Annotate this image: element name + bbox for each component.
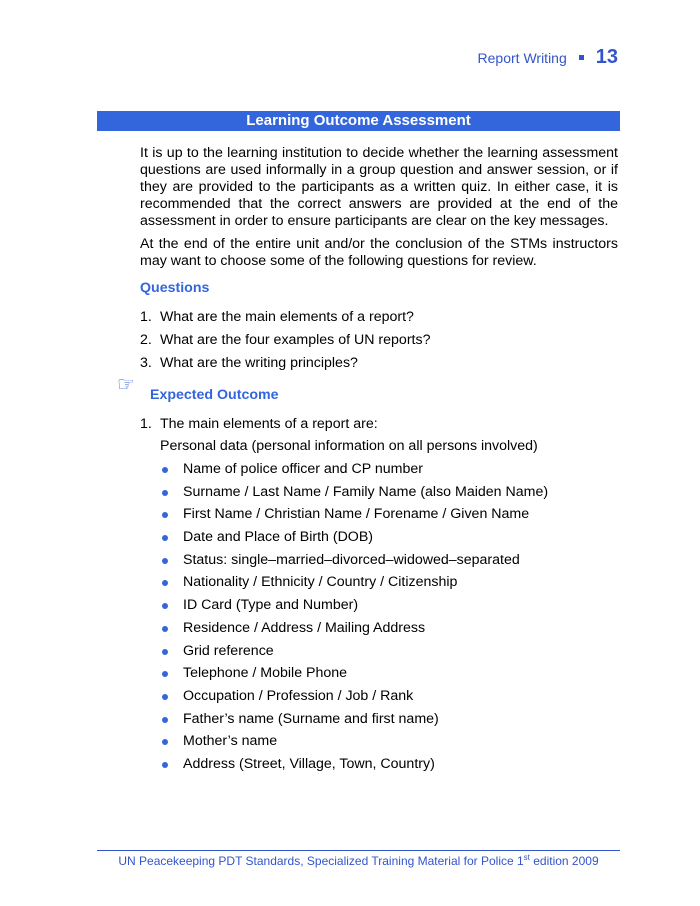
- footer-divider: [97, 850, 620, 851]
- question-number: 3.: [140, 355, 152, 371]
- question-number: 2.: [140, 332, 152, 348]
- list-item-text: First Name / Christian Name / Forename / Given Name: [183, 506, 530, 523]
- answer-number: 1.: [140, 416, 152, 432]
- list-item: [140, 529, 618, 552]
- list-item: [140, 484, 618, 507]
- bullet-icon: [162, 717, 168, 723]
- bullet-icon: [162, 671, 168, 677]
- list-item: [140, 688, 618, 711]
- answer-item: [140, 416, 618, 438]
- list-item-text: ID Card (Type and Number): [183, 597, 359, 614]
- list-item: [140, 574, 618, 597]
- list-item-text: Father’s name (Surname and first name): [183, 710, 439, 727]
- question-text: What are the writing principles?: [160, 355, 358, 371]
- header-section-title: Report Writing: [477, 50, 567, 66]
- bullet-icon: [162, 512, 168, 518]
- list-item: [140, 506, 618, 529]
- list-item-text: Status: single–married–divorced–widowed–separated: [183, 551, 520, 568]
- bullet-icon: [162, 603, 168, 609]
- list-item: [140, 711, 618, 734]
- footer-text-end: edition 2009: [529, 854, 599, 868]
- expected-outcome-heading: [117, 374, 618, 406]
- bullet-icon: [162, 762, 168, 768]
- bullet-icon: [162, 558, 168, 564]
- running-header: [478, 46, 618, 69]
- page-content: [117, 145, 618, 779]
- bullet-icon: [162, 535, 168, 541]
- personal-data-list: [140, 461, 618, 779]
- expected-outcome-label: Expected Outcome: [150, 387, 279, 403]
- list-item: [140, 733, 618, 756]
- bullet-icon: [162, 739, 168, 745]
- answer-text: The main elements of a report are:: [160, 416, 378, 432]
- list-item: [140, 461, 618, 484]
- bullet-icon: [162, 649, 168, 655]
- list-item-text: Nationality / Ethnicity / Country / Citizenship: [183, 574, 458, 591]
- question-number: 1.: [140, 309, 152, 325]
- question-text: What are the four examples of UN reports?: [160, 332, 431, 348]
- bullet-icon: [162, 580, 168, 586]
- list-item: [140, 597, 618, 620]
- bullet-icon: [162, 694, 168, 700]
- list-item-text: Date and Place of Birth (DOB): [183, 529, 374, 546]
- questions-heading: Questions: [140, 280, 210, 296]
- personal-data-intro: Personal data (personal information on all persons involved): [160, 438, 538, 454]
- page-number: 13: [595, 46, 618, 68]
- list-item: [140, 643, 618, 666]
- list-item: [140, 756, 618, 779]
- list-item-text: Grid reference: [183, 642, 274, 659]
- section-banner: Learning Outcome Assessment: [97, 111, 620, 131]
- header-separator: [579, 55, 584, 60]
- question-item: [140, 332, 618, 355]
- question-text: What are the main elements of a report?: [160, 309, 414, 325]
- question-item: [140, 355, 618, 378]
- bullet-icon: [162, 467, 168, 473]
- page-footer: [97, 853, 620, 868]
- list-item: [140, 665, 618, 688]
- intro-paragraph-2: At the end of the entire unit and/or the conclusion of the STMs instructors may want to choose some of the following questions for review.: [140, 236, 618, 269]
- footer-text: UN Peacekeeping PDT Standards, Specialized Training Material for Police 1: [118, 854, 524, 868]
- list-item-text: Surname / Last Name / Family Name (also Maiden Name): [183, 483, 549, 500]
- list-item: [140, 552, 618, 575]
- questions-list: [140, 309, 618, 378]
- bullet-icon: [162, 626, 168, 632]
- pointing-hand-icon: ☞: [117, 374, 135, 396]
- list-item-text: Occupation / Profession / Job / Rank: [183, 687, 414, 704]
- question-item: [140, 309, 618, 332]
- list-item-text: Telephone / Mobile Phone: [183, 665, 348, 682]
- list-item-text: Mother’s name: [183, 733, 278, 750]
- list-item-text: Name of police officer and CP number: [183, 461, 424, 477]
- bullet-icon: [162, 490, 168, 496]
- footer-superscript: st: [523, 853, 530, 862]
- list-item-text: Address (Street, Village, Town, Country): [183, 755, 435, 772]
- list-item: [140, 620, 618, 643]
- intro-paragraph-1: It is up to the learning institution to decide whether the learning assessment questions are used informally in a group question and answer session, or if they are provided to the participants as a written quiz. In either case, it is recommended that the correct answers are provided at the end of the assessment in order to ensure participants are clear on the key messages.: [140, 145, 618, 229]
- list-item-text: Residence / Address / Mailing Address: [183, 619, 426, 636]
